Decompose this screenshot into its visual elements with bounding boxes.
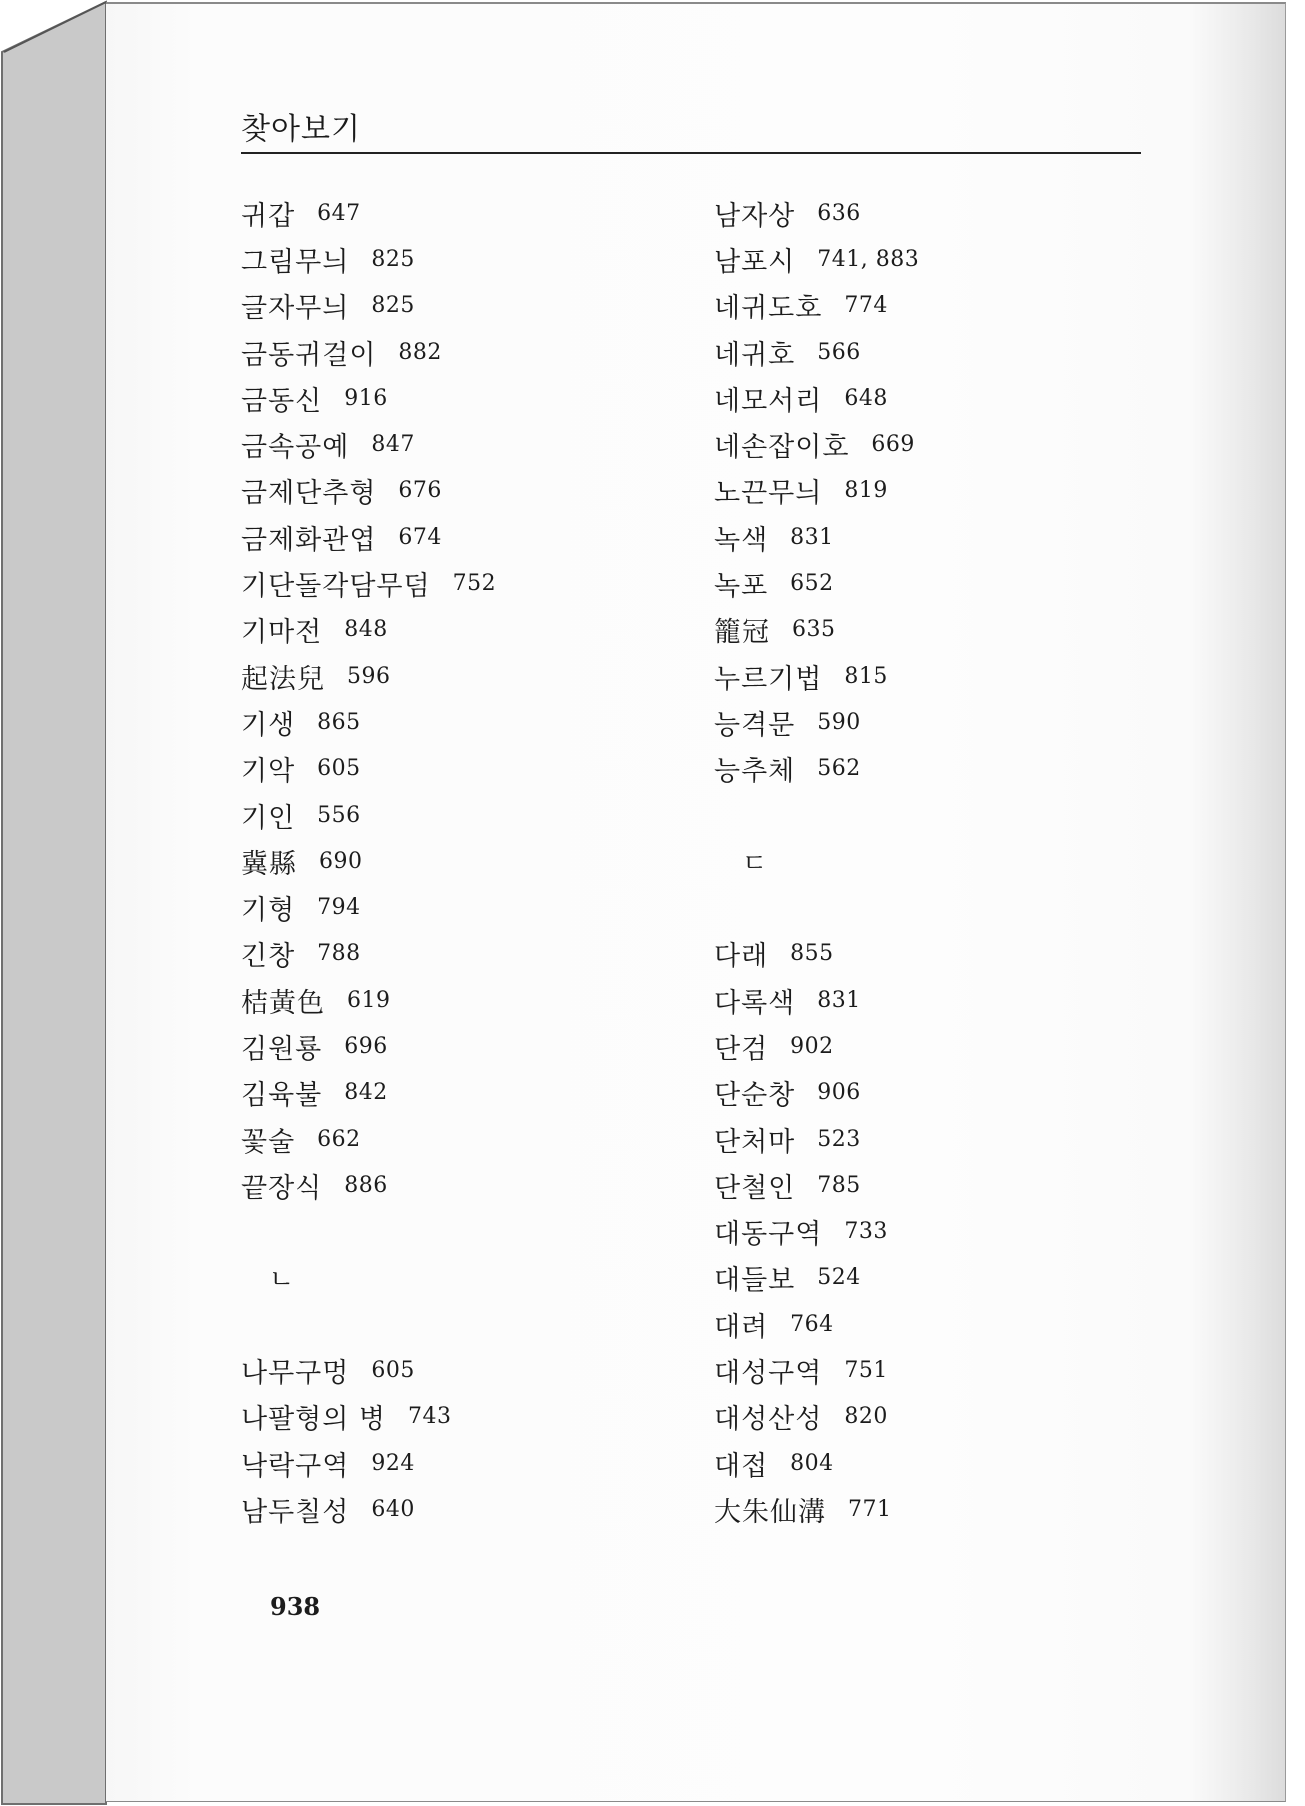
index-term: 기인	[241, 802, 296, 834]
index-page-ref: 741, 883	[817, 246, 920, 272]
index-entry	[714, 514, 919, 560]
index-entry	[714, 1347, 919, 1393]
index-term: 금제화관엽	[241, 524, 377, 556]
index-entry	[714, 931, 919, 977]
index-page-ref: 669	[871, 432, 915, 458]
index-term: 끝장식	[241, 1172, 323, 1204]
index-term: 네귀도호	[714, 293, 823, 325]
index-term: 금속공예	[241, 432, 350, 464]
index-section-letter: ㄴ	[269, 1265, 295, 1296]
index-entry	[241, 421, 496, 467]
index-page-ref: 636	[817, 200, 861, 226]
index-page-ref: 771	[848, 1496, 892, 1522]
index-term: 남두칠성	[241, 1496, 350, 1528]
index-entry	[241, 884, 496, 930]
index-entry	[241, 977, 496, 1023]
index-page-ref: 605	[371, 1358, 415, 1384]
index-term: 그림무늬	[241, 246, 350, 278]
index-entry	[241, 329, 496, 375]
index-entry	[241, 1440, 496, 1486]
page-number: 938	[270, 1592, 321, 1621]
index-term: 꽃술	[241, 1126, 296, 1158]
index-page-ref: 752	[452, 571, 497, 597]
index-term: 녹색	[714, 524, 769, 556]
index-term: 桔黃色	[241, 987, 325, 1019]
index-column-right	[714, 190, 919, 1533]
index-entry	[241, 746, 496, 792]
index-entry	[714, 1255, 919, 1301]
index-term: 낙락구역	[241, 1450, 350, 1482]
index-entry	[714, 560, 919, 606]
index-term: 大朱仙溝	[714, 1496, 826, 1528]
index-term: 대성산성	[714, 1404, 823, 1436]
index-term: 긴창	[241, 941, 296, 973]
index-entry	[714, 236, 919, 282]
index-entry	[241, 1347, 496, 1393]
index-page-ref: 924	[371, 1450, 415, 1476]
index-term: 네손잡이호	[714, 432, 850, 464]
index-entry	[241, 1486, 496, 1532]
index-page-ref: 825	[371, 246, 415, 272]
index-term: 나무구멍	[241, 1358, 350, 1390]
index-entry	[241, 236, 496, 282]
index-page-ref: 820	[844, 1404, 888, 1430]
index-page-ref: 916	[344, 385, 388, 411]
index-entry	[241, 931, 496, 977]
index-entry	[241, 375, 496, 421]
index-section-letter: ㄷ	[742, 848, 768, 879]
index-term: 네귀호	[714, 339, 796, 371]
index-entry	[714, 1394, 919, 1440]
index-spacer	[241, 1301, 496, 1347]
index-term: 누르기법	[714, 663, 823, 695]
index-entry	[241, 1070, 496, 1116]
index-term: 귀갑	[241, 200, 296, 232]
index-page-ref: 605	[317, 756, 361, 782]
index-page-ref: 556	[317, 802, 361, 828]
index-page-ref: 831	[817, 987, 861, 1013]
index-term: 글자무늬	[241, 293, 350, 325]
index-page-ref: 524	[817, 1265, 861, 1291]
index-entry	[714, 1440, 919, 1486]
index-term: 네모서리	[714, 385, 823, 417]
index-entry	[714, 190, 919, 236]
index-term: 남포시	[714, 246, 796, 278]
index-page-ref: 662	[317, 1126, 361, 1152]
index-spacer	[714, 884, 919, 930]
index-page-ref: 751	[844, 1358, 888, 1384]
index-term: 대접	[714, 1450, 769, 1482]
index-term: 김원룡	[241, 1033, 323, 1065]
index-page-ref: 902	[790, 1033, 834, 1059]
index-entry	[714, 1070, 919, 1116]
index-term: 단순창	[714, 1080, 796, 1112]
index-page-ref: 819	[844, 478, 888, 504]
index-entry	[241, 190, 496, 236]
index-term: 冀縣	[241, 848, 297, 880]
index-entry	[714, 1023, 919, 1069]
index-page-ref: 842	[344, 1080, 388, 1106]
index-page-ref: 906	[817, 1080, 861, 1106]
index-term: 능격문	[714, 709, 796, 741]
index-page-ref: 788	[317, 941, 361, 967]
index-entry	[241, 699, 496, 745]
index-term: 금동신	[241, 385, 323, 417]
index-page-ref: 743	[408, 1404, 452, 1430]
index-page-ref: 648	[844, 385, 888, 411]
index-term: 기형	[241, 895, 296, 927]
index-entry	[714, 1486, 919, 1532]
index-term: 起法兒	[241, 663, 325, 695]
index-column-left	[241, 190, 496, 1533]
index-page-ref: 855	[790, 941, 834, 967]
index-page-ref: 886	[344, 1172, 388, 1198]
index-term: 능추체	[714, 756, 796, 788]
index-entry	[241, 1116, 496, 1162]
index-term: 대동구역	[714, 1219, 823, 1251]
index-entry	[241, 514, 496, 560]
index-entry	[241, 607, 496, 653]
index-page-ref: 635	[792, 617, 836, 643]
index-term: 남자상	[714, 200, 796, 232]
index-entry	[241, 283, 496, 329]
index-term: 다래	[714, 941, 769, 973]
index-entry	[714, 746, 919, 792]
index-entry	[714, 375, 919, 421]
index-term: 단처마	[714, 1126, 796, 1158]
index-entry	[241, 838, 496, 884]
index-entry	[714, 421, 919, 467]
index-term: 금동귀걸이	[241, 339, 377, 371]
index-page-ref: 652	[790, 571, 834, 597]
index-page-ref: 676	[398, 478, 442, 504]
index-term: 대성구역	[714, 1358, 823, 1390]
index-spacer	[241, 1209, 496, 1255]
index-term: 기생	[241, 709, 296, 741]
index-page-ref: 562	[817, 756, 861, 782]
index-page-ref: 733	[844, 1219, 888, 1245]
index-page-ref: 848	[344, 617, 388, 643]
index-term: 노끈무늬	[714, 478, 823, 510]
index-entry	[241, 1394, 496, 1440]
index-page-ref: 847	[371, 432, 415, 458]
index-entry	[714, 977, 919, 1023]
index-entry	[714, 607, 919, 653]
index-page-ref: 815	[844, 663, 888, 689]
index-page-ref: 619	[347, 987, 391, 1013]
index-term: 籠冠	[714, 617, 770, 649]
index-entry	[714, 1209, 919, 1255]
index-page-ref: 804	[790, 1450, 834, 1476]
index-entry	[241, 1023, 496, 1069]
index-entry	[241, 560, 496, 606]
index-page-ref: 566	[817, 339, 861, 365]
index-entry	[241, 792, 496, 838]
index-page-ref: 647	[317, 200, 361, 226]
page-title: 찾아보기	[241, 112, 361, 147]
index-page-ref: 831	[790, 524, 834, 550]
index-page-ref: 690	[319, 848, 363, 874]
index-entry	[714, 653, 919, 699]
index-entry	[714, 1162, 919, 1208]
index-entry	[714, 283, 919, 329]
index-page-ref: 865	[317, 709, 361, 735]
header-rule	[241, 152, 1141, 154]
index-page-ref: 825	[371, 293, 415, 319]
index-page-ref: 523	[817, 1126, 861, 1152]
index-term: 대려	[714, 1311, 769, 1343]
index-page-ref: 696	[344, 1033, 388, 1059]
index-entry	[714, 699, 919, 745]
index-page-ref: 774	[844, 293, 888, 319]
index-term: 기마전	[241, 617, 323, 649]
index-entry	[241, 468, 496, 514]
index-term: 금제단추형	[241, 478, 377, 510]
index-term: 기단돌각담무덤	[241, 571, 431, 603]
index-page-ref: 785	[817, 1172, 861, 1198]
index-page-ref: 674	[398, 524, 442, 550]
index-entry	[714, 1116, 919, 1162]
index-page-ref: 882	[398, 339, 442, 365]
index-entry	[714, 468, 919, 514]
index-term: 나팔형의 병	[241, 1404, 386, 1436]
index-term: 기악	[241, 756, 296, 788]
index-spacer	[714, 792, 919, 838]
index-term: 녹포	[714, 571, 769, 603]
index-page-ref: 794	[317, 895, 361, 921]
index-entry	[241, 1162, 496, 1208]
index-page-ref: 640	[371, 1496, 415, 1522]
index-entry	[714, 329, 919, 375]
index-entry	[714, 1301, 919, 1347]
index-entry	[241, 653, 496, 699]
index-term: 단철인	[714, 1172, 796, 1204]
index-page-ref: 764	[790, 1311, 834, 1337]
index-term: 단검	[714, 1033, 769, 1065]
index-term: 대들보	[714, 1265, 796, 1297]
index-page-ref: 596	[347, 663, 391, 689]
index-term: 다록색	[714, 987, 796, 1019]
index-page-ref: 590	[817, 709, 861, 735]
index-term: 김육불	[241, 1080, 323, 1112]
